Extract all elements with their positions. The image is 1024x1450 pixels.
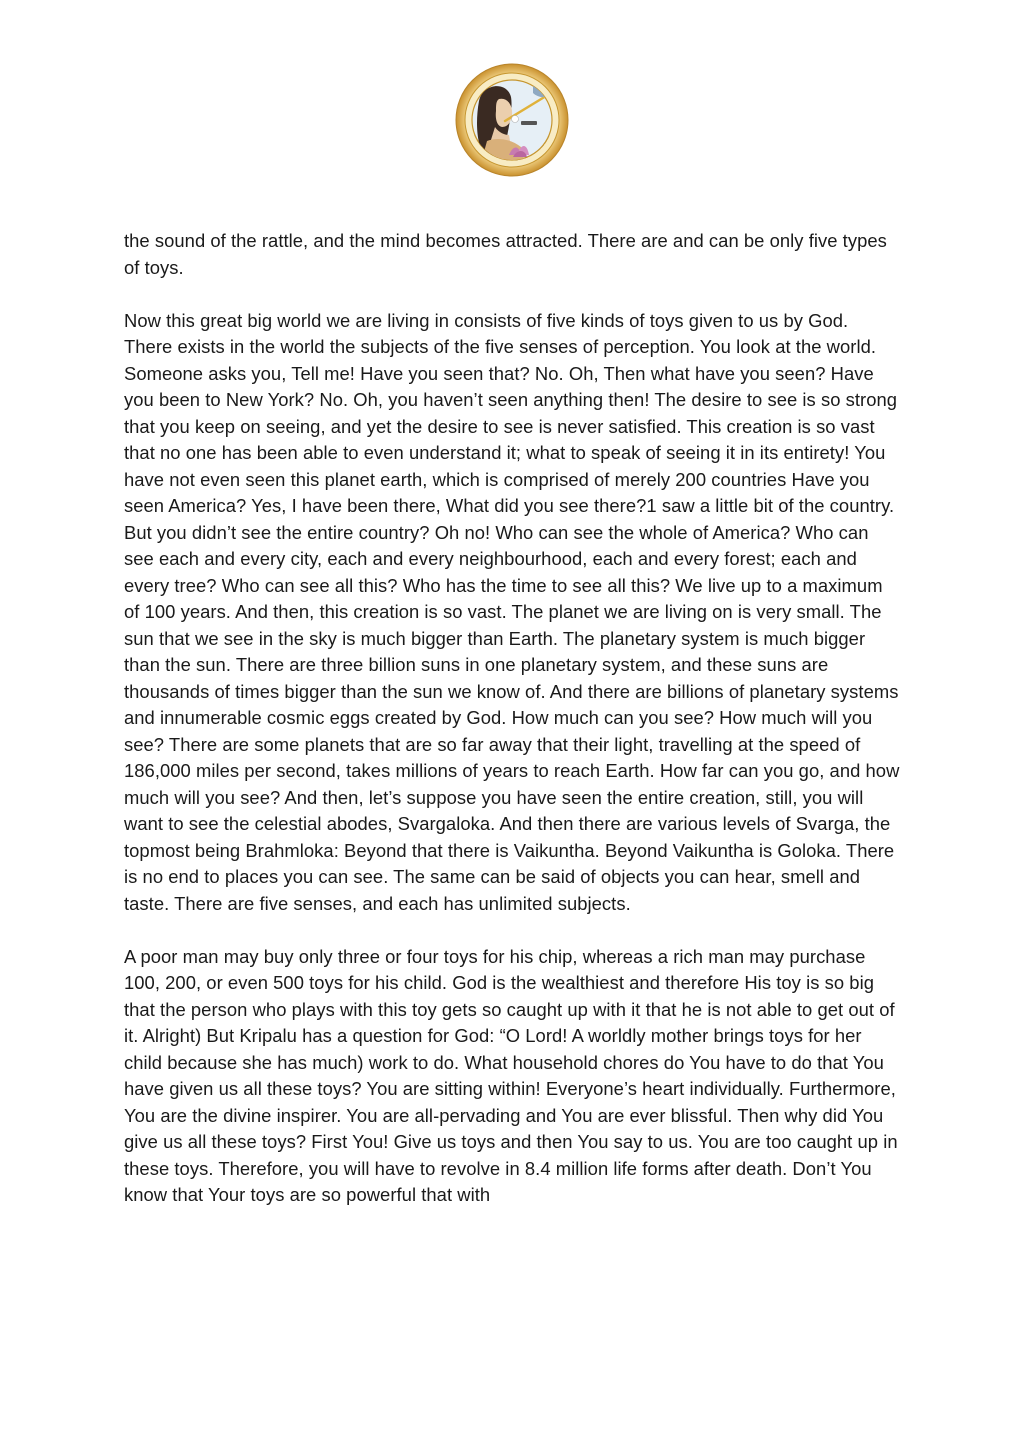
paragraph-2: Now this great big world we are living in consists of five kinds of toys given to us by God. There exists in the world the subjects of the five senses of perception. You look at the world. Someone asks you, Tell me! Have you seen that? No. Oh, Then what have you seen? Have you been to New York? No. Oh, you haven’t seen anything then! The desire to see is so strong that you keep on seeing, and yet the desire to see is never satisfied. This creation is so vast that no one has been able to even understand it; what to speak of seeing it in its entirety! You have not even seen this planet earth, which is comprised of merely 200 countries Have you seen America? Yes, I have been there, What did you see there?1 saw a little bit of the country. But you didn’t see the entire country? Oh no! Who can see the whole of America? Who can see each and every city, each and every neighbourhood, each and every forest; each and every tree? Who can see all this? Who has the time to see all this? We live up to a maximum of 100 years. And then, this creation is so vast. The planet we are living on is very small. The sun that we see in the sky is much bigger than Earth. The planetary system is much bigger than the sun. There are three billion suns in one planetary system, and these suns are thousands of times bigger than the sun we know of. And there are billions of planetary systems and innumerable cosmic eggs created by God. How much can you see? How much will you see? There are some planets that are so far away that their light, travelling at the speed of 186,000 miles per second, takes millions of years to reach Earth. How far can you go, and how much will you see? And then, let’s suppose you have seen the entire creation, still, you will want to see the celestial abodes, Svargaloka. And then there are various levels of Svarga, the topmost being Brahmloka: Beyond that there is Vaikuntha. Beyond Vaikuntha is Goloka. There is no end to places you can see. The same can be said of objects you can hear, smell and taste. There are five senses, and each has unlimited subjects.	[124, 309, 900, 914]
paragraph-1: the sound of the rattle, and the mind becomes attracted. There are and can be only five types of toys.	[124, 230, 887, 278]
paragraph-3: A poor man may buy only three or four toys for his chip, whereas a rich man may purchase 100, 200, or even 500 toys for his child. God is the wealthiest and therefore His toy is so big that the person who plays with this toy gets so caught up with it that he is not able to get out of it. Alright) But Kripalu has a question for God: “O Lord! A worldly mother brings toys for her child because she has much) work to do. What household chores do You have to do that You have given us all these toys? You are sitting within! Everyone’s heart individually. Furthermore, You are the divine inspirer. You are all-pervading and You are ever blissful. Then why did You give us all these toys? First You! Give us toys and then You say to us. You are too caught up in these toys. Therefore, you will have to revolve in 8.4 million life forms after death. Don’t You know that Your toys are so powerful that with	[124, 945, 898, 1205]
devotional-seal-logo-icon	[455, 63, 569, 177]
body-text	[124, 228, 900, 1235]
seal-logo	[455, 63, 569, 177]
